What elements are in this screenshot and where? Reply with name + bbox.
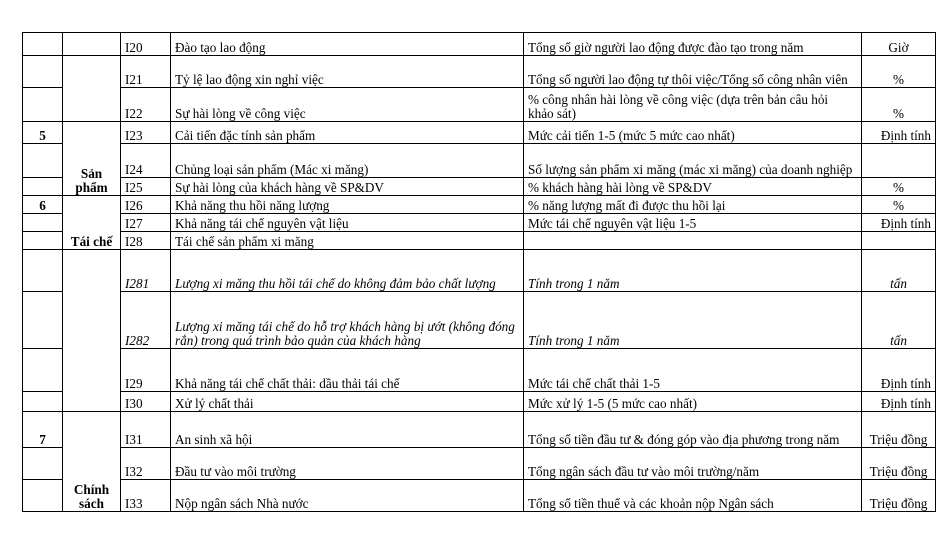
unit-cell: tấn: [862, 292, 936, 349]
table-row: [23, 56, 936, 88]
unit-cell: tấn: [862, 250, 936, 292]
code-cell: I33: [121, 480, 171, 512]
no-cell: [23, 232, 63, 250]
no-cell: [23, 448, 63, 480]
no-cell: [23, 214, 63, 232]
no-cell: [23, 349, 63, 392]
name-cell: Xử lý chất thải: [171, 392, 524, 412]
section-number: 5: [23, 122, 63, 144]
code-cell: I24: [121, 144, 171, 178]
measure-cell: Tính trong 1 năm: [524, 250, 862, 292]
measure-cell: Tổng số người lao động tự thôi việc/Tổng số công nhân viên: [524, 56, 862, 88]
measure-cell: Tổng ngân sách đầu tư vào môi trường/năm: [524, 448, 862, 480]
unit-cell: Giờ: [862, 33, 936, 56]
unit-cell: %: [862, 56, 936, 88]
measure-cell: Mức cải tiến 1-5 (mức 5 mức cao nhất): [524, 122, 862, 144]
unit-cell: %: [862, 178, 936, 196]
group-label: Chính sách: [63, 412, 121, 512]
code-cell: I32: [121, 448, 171, 480]
measure-cell: [524, 232, 862, 250]
code-cell: I282: [121, 292, 171, 349]
name-cell: Khả năng tái chế chất thải: dầu thải tái chế: [171, 349, 524, 392]
table-row: [23, 250, 936, 292]
measure-cell: Mức tái chế nguyên vật liệu 1-5: [524, 214, 862, 232]
name-cell: Khả năng thu hồi năng lượng: [171, 196, 524, 214]
name-cell: Tái chế sản phẩm xi măng: [171, 232, 524, 250]
measure-cell: % công nhân hài lòng về công việc (dựa trên bản câu hỏi khảo sát): [524, 88, 862, 122]
code-cell: I28: [121, 232, 171, 250]
code-cell: I30: [121, 392, 171, 412]
name-cell: Chủng loại sản phẩm (Mác xi măng): [171, 144, 524, 178]
name-cell: Đầu tư vào môi trường: [171, 448, 524, 480]
measure-cell: Tổng số tiền đầu tư & đóng góp vào địa phương trong năm: [524, 412, 862, 448]
no-cell: [23, 292, 63, 349]
name-cell: Lượng xi măng tái chế do hỗ trợ khách hàng bị ướt (không đóng rắn) trong quá trình bảo quản của khách hàng: [171, 292, 524, 349]
no-cell: [23, 33, 63, 56]
table-row: [23, 88, 936, 122]
measure-cell: % năng lượng mất đi được thu hồi lại: [524, 196, 862, 214]
table-row: [23, 232, 936, 250]
measure-cell: Tính trong 1 năm: [524, 292, 862, 349]
name-cell: Lượng xi măng thu hồi tái chế do không đảm bảo chất lượng: [171, 250, 524, 292]
code-cell: I23: [121, 122, 171, 144]
table-row: [23, 292, 936, 349]
unit-cell: Định tính: [862, 122, 936, 144]
no-cell: [23, 392, 63, 412]
name-cell: Tỷ lệ lao động xin nghỉ việc: [171, 56, 524, 88]
unit-cell: %: [862, 196, 936, 214]
indicator-table: [22, 32, 936, 512]
name-cell: Nộp ngân sách Nhà nước: [171, 480, 524, 512]
group-cell: [63, 56, 121, 122]
no-cell: [23, 144, 63, 178]
table-row: [23, 122, 936, 144]
unit-cell: %: [862, 88, 936, 122]
code-cell: I29: [121, 349, 171, 392]
measure-cell: Tổng số tiền thuế và các khoản nộp Ngân sách: [524, 480, 862, 512]
no-cell: [23, 480, 63, 512]
measure-cell: Số lượng sản phẩm xi măng (mác xi măng) của doanh nghiệp: [524, 144, 862, 178]
table-row: [23, 480, 936, 512]
name-cell: An sinh xã hội: [171, 412, 524, 448]
code-cell: I20: [121, 33, 171, 56]
no-cell: [23, 250, 63, 292]
code-cell: I25: [121, 178, 171, 196]
no-cell: [23, 88, 63, 122]
unit-cell: Triệu đồng: [862, 448, 936, 480]
unit-cell: Định tính: [862, 214, 936, 232]
measure-cell: Tổng số giờ người lao động được đào tạo trong năm: [524, 33, 862, 56]
table-row: [23, 178, 936, 196]
section-number: 6: [23, 196, 63, 214]
code-cell: I31: [121, 412, 171, 448]
table-row: [23, 196, 936, 214]
group-label: Sản phẩm: [63, 122, 121, 196]
unit-cell: [862, 144, 936, 178]
name-cell: Khả năng tái chế nguyên vật liệu: [171, 214, 524, 232]
table-row: [23, 448, 936, 480]
no-cell: [23, 178, 63, 196]
name-cell: Cải tiến đặc tính sản phẩm: [171, 122, 524, 144]
measure-cell: Mức tái chế chất thải 1-5: [524, 349, 862, 392]
group-cell: [63, 33, 121, 56]
code-cell: I26: [121, 196, 171, 214]
table-row: [23, 349, 936, 392]
code-cell: I281: [121, 250, 171, 292]
name-cell: Sự hài lòng về công việc: [171, 88, 524, 122]
measure-cell: % khách hàng hài lòng về SP&DV: [524, 178, 862, 196]
table-row: [23, 412, 936, 448]
table-row: [23, 33, 936, 56]
table-row: [23, 144, 936, 178]
unit-cell: [862, 232, 936, 250]
unit-cell: Định tính: [862, 392, 936, 412]
no-cell: [23, 56, 63, 88]
group-label: Tái chế: [63, 196, 121, 250]
code-cell: I21: [121, 56, 171, 88]
unit-cell: Triệu đồng: [862, 480, 936, 512]
name-cell: Đào tạo lao động: [171, 33, 524, 56]
code-cell: I27: [121, 214, 171, 232]
section-number: 7: [23, 412, 63, 448]
code-cell: I22: [121, 88, 171, 122]
unit-cell: Triệu đồng: [862, 412, 936, 448]
group-cell: [63, 250, 121, 412]
unit-cell: Định tính: [862, 349, 936, 392]
table-row: [23, 392, 936, 412]
table-row: [23, 214, 936, 232]
measure-cell: Mức xử lý 1-5 (5 mức cao nhất): [524, 392, 862, 412]
name-cell: Sự hài lòng của khách hàng về SP&DV: [171, 178, 524, 196]
